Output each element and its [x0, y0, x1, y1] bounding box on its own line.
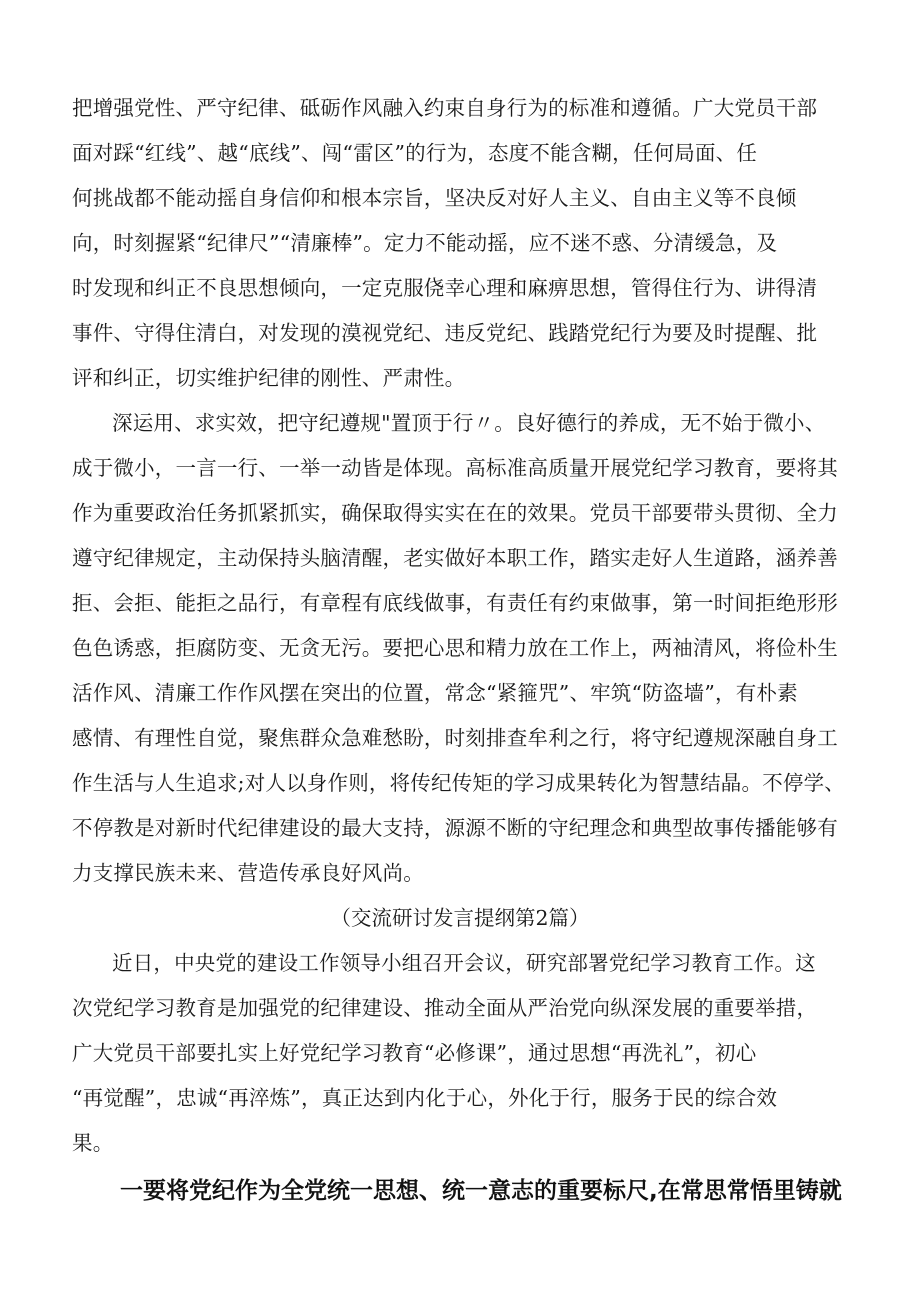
text-line: 遵守纪律规定，主动保持头脑清醒，老实做好本职工作，踏实走好人生道路，涵养善	[72, 546, 838, 570]
text-line: 不停教是对新时代纪律建设的最大支持，源源不断的守纪理念和典型故事传播能够有	[72, 816, 838, 840]
text-line: 把增强党性、严守纪律、砥砺作风融入约束自身行为的标准和遵循。广大党员干部	[72, 96, 818, 120]
text-line: 面对踩“红线”、越“底线”、闯“雷区”的行为，态度不能含糊，任何局面、任	[72, 141, 758, 165]
text-line: 感情、有理性自觉，聚焦群众急难愁盼，时刻排查牟利之行，将守纪遵规深融自身工	[72, 726, 838, 750]
text-line: 时发现和纠正不良思想倾向，一定克服侥幸心理和麻痹思想，管得住行为、讲得清	[72, 276, 818, 300]
text-line: 作为重要政治任务抓紧抓实，确保取得实实在在的效果。党员干部要带头贯彻、全力	[72, 501, 838, 525]
text-line: 活作风、清廉工作作风摆在突出的位置，常念“紧箍咒”、牢筑“防盗墙”，有朴素	[72, 681, 798, 705]
text-line: 评和纠正，切实维护纪律的刚性、严肃性。	[72, 366, 466, 390]
text-line: 何挑战都不能动摇自身信仰和根本宗旨，坚决反对好人主义、自由主义等不良倾	[72, 186, 797, 210]
section-heading: 一要将党纪作为全党统一思想、统一意志的重要标尺,在常思常悟里铸就	[120, 1178, 842, 1204]
text-line: “再觉醒”，忠诚“再淬炼”，真正达到内化于心，外化于行，服务于民的综合效	[72, 1086, 778, 1110]
text-line: 事件、守得住清白，对发现的漠视党纪、违反党纪、践踏党纪行为要及时提醒、批	[72, 321, 818, 345]
text-line: 向，时刻握紧“纪律尺”“清廉棒”。定力不能动摇，应不迷不惑、分清缓急，及	[72, 231, 778, 255]
section-caption: （交流研讨发言提纲第2篇）	[330, 906, 590, 930]
text-line: 作生活与人生追求;对人以身作则，将传纪传矩的学习成果转化为智慧结晶。不停学、	[72, 771, 846, 795]
text-line: 深运用、求实效，把守纪遵规"置顶于行〃。良好德行的养成，无不始于微小、	[112, 411, 826, 435]
text-line: 拒、会拒、能拒之品行，有章程有底线做事，有责任有约束做事，第一时间拒绝形形	[72, 591, 838, 615]
text-line: 果。	[72, 1131, 114, 1155]
text-line: 广大党员干部要扎实上好党纪学习教育“必修课”，通过思想“再洗礼”，初心	[72, 1041, 757, 1065]
text-line: 近日，中央党的建设工作领导小组召开会议，研究部署党纪学习教育工作。这	[112, 951, 816, 975]
text-line: 成于微小，一言一行、一举一动皆是体现。高标准高质量开展党纪学习教育，要将其	[72, 456, 838, 480]
text-line: 力支撑民族未来、营造传承良好风尚。	[72, 861, 424, 885]
text-line: 色色诱惑，拒腐防变、无贪无污。要把心思和精力放在工作上，两袖清风，将俭朴生	[72, 636, 838, 660]
text-line: 次党纪学习教育是加强党的纪律建设、推动全面从严治党向纵深发展的重要举措，	[72, 996, 818, 1020]
